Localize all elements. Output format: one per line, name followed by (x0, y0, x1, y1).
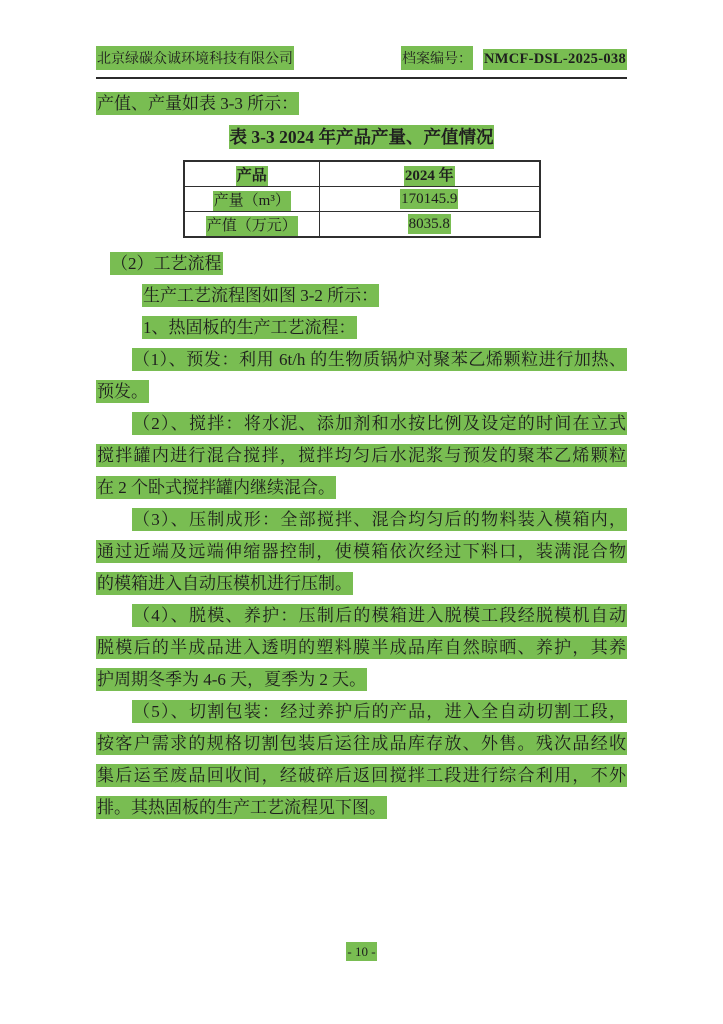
body-line (96, 664, 627, 696)
table-header-product (184, 161, 320, 187)
table-header-year (320, 161, 540, 187)
body-line (96, 472, 627, 504)
page-number: - 10 - (347, 944, 376, 959)
table-row (184, 187, 540, 212)
body-line (96, 792, 627, 824)
body-line (96, 344, 627, 376)
body-line (96, 600, 627, 632)
body-line-text: 的模箱进入自动压模机进行压制。 (97, 574, 352, 593)
table-cell-text: 170145.9 (401, 190, 458, 207)
table-title-text: 表 3-3 2024 年产品产量、产值情况 (229, 127, 494, 147)
body-line (96, 312, 627, 344)
body-line-text: 1、热固板的生产工艺流程： (143, 318, 356, 337)
table-row (184, 212, 540, 238)
body-line (96, 88, 627, 120)
document-body (96, 88, 627, 824)
table-header-text: 产品 (236, 167, 267, 184)
body-line (96, 440, 627, 472)
table-cell-text: 产量（m³） (213, 192, 290, 209)
body-line (96, 696, 627, 728)
body-line-text: （5）、切割包装：经过养护后的产品，进入全自动切割工段， (133, 702, 626, 721)
body-line (96, 760, 627, 792)
body-line-text: 脱模后的半成品进入透明的塑料膜半成品库自然晾晒、养护，其养 (97, 638, 626, 657)
company-name: 北京绿碳众诚环境科技有限公司 (96, 46, 294, 70)
body-line-text: 排。其热固板的生产工艺流程见下图。 (97, 798, 386, 817)
table-title (96, 120, 627, 154)
table-cell-value-value (320, 212, 540, 238)
body-line-text: 按客户需求的规格切割包装后运往成品库存放、外售。残次品经收 (97, 734, 626, 753)
archive-label: 档案编号： (401, 46, 473, 70)
body-line (96, 280, 627, 312)
page-footer (0, 944, 723, 960)
body-line-text: （3）、压制成形：全部搅拌、混合均匀后的物料装入模箱内， (133, 510, 626, 529)
body-line-text: 护周期冬季为 4-6 天，夏季为 2 天。 (97, 670, 367, 689)
body-line (96, 376, 627, 408)
body-line (96, 504, 627, 536)
table-cell-text: 产值（万元） (206, 217, 297, 234)
body-line-text: （2）、搅拌：将水泥、添加剂和水按比例及设定的时间在立式 (133, 414, 626, 433)
intro-text: 产值、产量如表 3-3 所示： (97, 94, 299, 113)
archive-info (401, 46, 627, 70)
body-line-text: 通过近端及远端伸缩器控制，使模箱依次经过下料口，装满混合物 (97, 542, 626, 561)
body-line (96, 728, 627, 760)
body-line-text: （4）、脱模、养护：压制后的模箱进入脱模工段经脱模机自动 (133, 606, 626, 625)
table-cell-value-label (184, 212, 320, 238)
section-heading-text: （2）工艺流程 (111, 254, 222, 273)
table-cell-output-value (320, 187, 540, 212)
body-line-text: 集后运至废品回收间，经破碎后返回搅拌工段进行综合利用，不外 (97, 766, 626, 785)
body-line (96, 632, 627, 664)
page-header (96, 46, 627, 79)
table-header-row (184, 161, 540, 187)
table-header-text: 2024 年 (404, 167, 454, 184)
production-table (183, 160, 541, 238)
body-line-text: 预发。 (97, 382, 148, 401)
archive-number: NMCF-DSL-2025-038 (483, 49, 627, 70)
body-line (96, 568, 627, 600)
table-cell-output-label (184, 187, 320, 212)
section-heading (96, 248, 627, 280)
body-line-text: 生产工艺流程图如图 3-2 所示： (143, 286, 379, 305)
table-cell-text: 8035.8 (408, 215, 450, 232)
body-line-text: 在 2 个卧式搅拌罐内继续混合。 (97, 478, 335, 497)
body-line-text: （1）、预发：利用 6t/h 的生物质锅炉对聚苯乙烯颗粒进行加热、 (133, 350, 626, 369)
body-line (96, 536, 627, 568)
body-line-text: 搅拌罐内进行混合搅拌，搅拌均匀后水泥浆与预发的聚苯乙烯颗粒 (97, 446, 626, 465)
body-line (96, 408, 627, 440)
